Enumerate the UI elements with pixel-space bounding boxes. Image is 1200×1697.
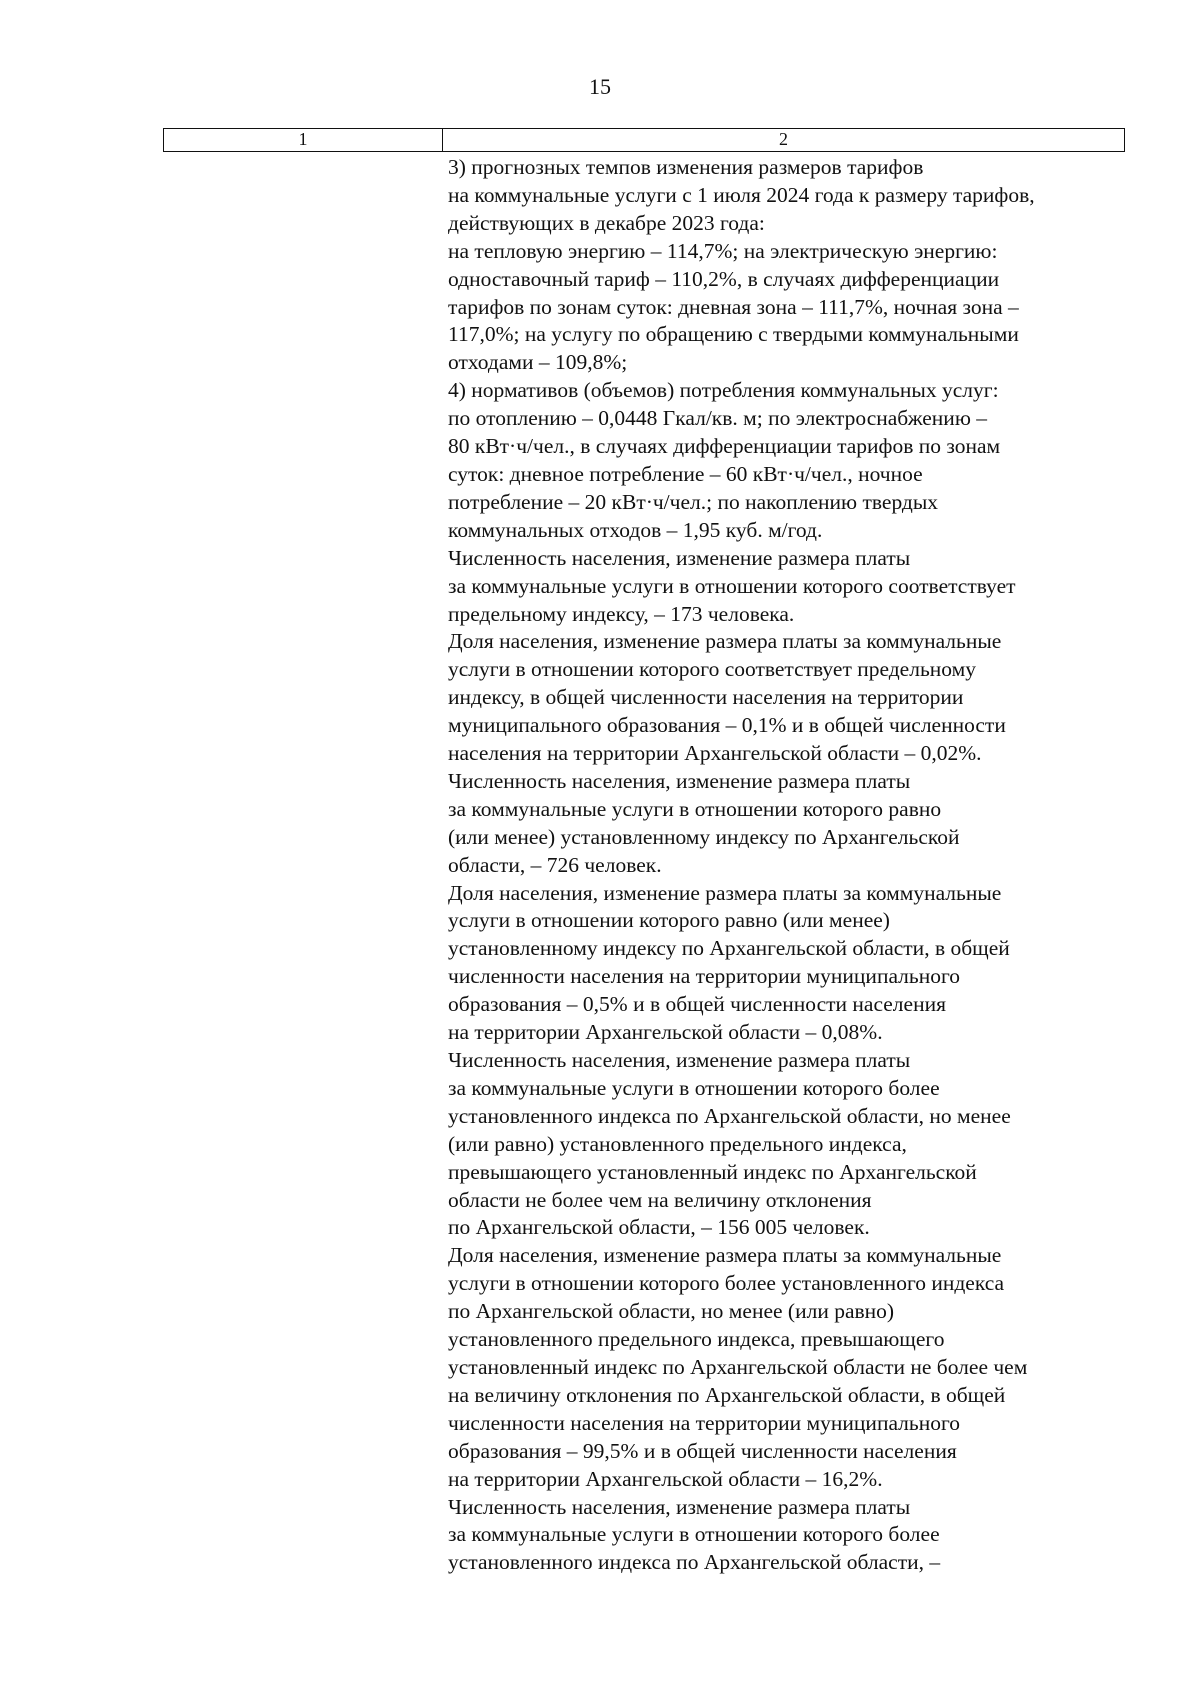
text-line: за коммунальные услуги в отношении которого соответствует [448,573,1016,598]
text-line: установленного индекса по Архангельской области, но менее [448,1103,1011,1128]
text-line: установленного предельного индекса, превышающего [448,1327,945,1352]
text-line: отходами – 109,8%; [448,350,628,375]
text-line: установленному индексу по Архангельской области, в общей [448,936,1010,961]
text-line: образования – 0,5% и в общей численности населения [448,992,946,1017]
text-line: одноставочный тариф – 110,2%, в случаях дифференциации [448,266,1000,291]
text-line: по Архангельской области, но менее (или равно) [448,1299,895,1324]
text-line: образования – 99,5% и в общей численности населения [448,1438,957,1463]
text-line: по отоплению – 0,0448 Гкал/кв. м; по электроснабжению – [448,406,988,431]
text-line: за коммунальные услуги в отношении которого равно [448,796,942,821]
text-line: установленного индекса по Архангельской области, – [448,1550,941,1575]
text-line: численности населения на территории муниципального [448,964,961,989]
text-line: Численность населения, изменение размера платы [448,545,911,570]
text-line: 80 кВт·ч/чел., в случаях дифференциации тарифов по зонам [448,434,1001,459]
column-1-header: 1 [164,129,443,151]
text-line: 3) прогнозных темпов изменения размеров тарифов [448,155,924,179]
text-line: на территории Архангельской области – 16,2%. [448,1466,883,1491]
column-2-header: 2 [779,129,788,149]
text-line: услуги в отношении которого более установленного индекса [448,1271,1005,1296]
text-line: (или равно) установленного предельного индекса, [448,1131,907,1156]
text-line: превышающего установленный индекс по Архангельской [448,1159,977,1184]
page-number: 15 [589,74,611,99]
text-line: индексу, в общей численности населения на территории [448,685,964,710]
text-line: за коммунальные услуги в отношении которого более [448,1522,940,1547]
text-line: на тепловую энергию – 114,7%; на электрическую энергию: [448,238,998,263]
text-line: 117,0%; на услугу по обращению с твердыми коммунальными [448,322,1019,347]
text-line: установленный индекс по Архангельской области не более чем [448,1354,1028,1379]
text-line: за коммунальные услуги в отношении которого более [448,1075,940,1100]
text-line: предельному индексу, – 173 человека. [448,601,795,626]
text-line: суток: дневное потребление – 60 кВт·ч/чел., ночное [448,461,923,486]
table-header-row [163,128,1125,152]
text-line: численности населения на территории муниципального [448,1410,961,1435]
text-line: области не более чем на величину отклонения [448,1187,872,1212]
text-line: на территории Архангельской области – 0,08%. [448,1020,883,1045]
text-line: муниципального образования – 0,1% и в общей численности [448,713,1006,738]
text-line: услуги в отношении которого равно (или менее) [448,908,890,933]
text-line: Численность населения, изменение размера платы [448,768,911,793]
text-line: тарифов по зонам суток: дневная зона – 111,7%, ночная зона – [448,294,1019,319]
text-line: потребление – 20 кВт·ч/чел.; по накоплению твердых [448,489,939,514]
document-body-text [448,154,1128,1577]
text-line: на величину отклонения по Архангельской области, в общей [448,1382,1006,1407]
text-line: по Архангельской области, – 156 005 человек. [448,1215,870,1240]
text-line: Доля населения, изменение размера платы за коммунальные [448,629,1002,654]
text-line: Доля населения, изменение размера платы за коммунальные [448,880,1002,905]
text-line: области, – 726 человек. [448,852,662,877]
text-line: действующих в декабре 2023 года: [448,210,765,235]
text-line: на коммунальные услуги с 1 июля 2024 года к размеру тарифов, [448,182,1035,207]
text-line: услуги в отношении которого соответствует предельному [448,657,976,682]
text-line: 4) нормативов (объемов) потребления коммунальных услуг: [448,378,999,403]
text-line: Численность населения, изменение размера платы [448,1048,911,1072]
text-line: Численность населения, изменение размера платы [448,1494,911,1519]
text-line: населения на территории Архангельской области – 0,02%. [448,741,982,766]
text-line: коммунальных отходов – 1,95 куб. м/год. [448,517,823,542]
text-line: (или менее) установленному индексу по Архангельской [448,824,960,849]
text-line: Доля населения, изменение размера платы за коммунальные [448,1243,1002,1268]
